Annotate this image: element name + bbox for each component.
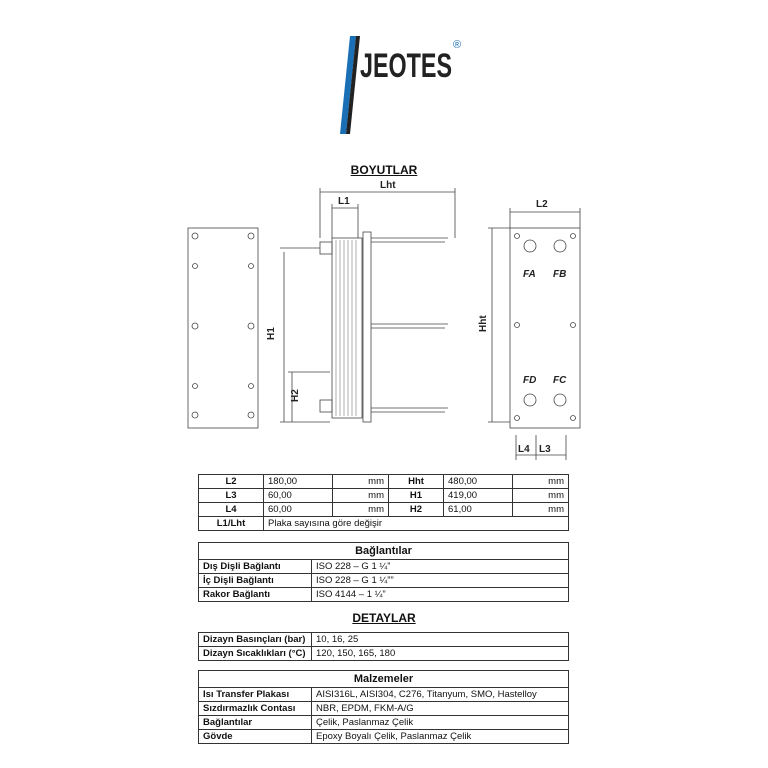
- details-table: [198, 632, 569, 661]
- jeotes-logo: [330, 22, 470, 142]
- registered-mark: ®: [453, 39, 462, 51]
- table-row: İç Dişli Bağlantı ISO 228 – G 1 ¼””: [199, 574, 569, 588]
- technical-drawing: [180, 180, 590, 470]
- label-l1: L1: [338, 196, 350, 207]
- port-fa-label: FA: [523, 269, 536, 280]
- materials-table: [198, 670, 569, 744]
- port-fc-label: FC: [553, 375, 567, 386]
- label-l4: L4: [518, 444, 530, 455]
- label-lht: Lht: [380, 180, 396, 191]
- label-hht: Hht: [478, 315, 489, 332]
- label-l2: L2: [536, 199, 548, 210]
- dimensions-title: BOYUTLAR: [350, 163, 418, 177]
- table-row: L3 60,00 mm H1 419,00 mm: [199, 489, 569, 503]
- table-row: Isı Transfer Plakası AISI316L, AISI304, C276, Titanyum, SMO, Hastelloy: [199, 688, 569, 702]
- port-fd-label: FD: [523, 375, 537, 386]
- dimensions-table: [198, 474, 569, 531]
- connections-table: [198, 542, 569, 602]
- connections-title: Bağlantılar: [199, 543, 569, 560]
- label-h2: H2: [290, 389, 301, 402]
- table-row: Sızdırmazlık Contası NBR, EPDM, FKM-A/G: [199, 702, 569, 716]
- table-row: L2 180,00 mm Hht 480,00 mm: [199, 475, 569, 489]
- table-row: L1/Lht Plaka sayısına göre değişir: [199, 517, 569, 531]
- port-fb-label: FB: [553, 269, 567, 280]
- table-row: Gövde Epoxy Boyalı Çelik, Paslanmaz Çelik: [199, 730, 569, 744]
- table-row: Dizayn Basınçları (bar) 10, 16, 25: [199, 633, 569, 647]
- label-h1: H1: [266, 327, 277, 340]
- details-title: DETAYLAR: [352, 611, 416, 625]
- table-row: Bağlantılar Çelik, Paslanmaz Çelik: [199, 716, 569, 730]
- table-row: Rakor Bağlantı ISO 4144 – 1 ¼”: [199, 588, 569, 602]
- label-l3: L3: [539, 444, 551, 455]
- brand-name: JEOTES: [360, 47, 452, 85]
- table-row: L4 60,00 mm H2 61,00 mm: [199, 503, 569, 517]
- materials-title: Malzemeler: [199, 671, 569, 688]
- table-row: Dizayn Sıcaklıkları (°C) 120, 150, 165, 180: [199, 647, 569, 661]
- front-view-plate: [188, 228, 258, 428]
- table-row: Dış Dişli Bağlantı ISO 228 – G 1 ¼”: [199, 560, 569, 574]
